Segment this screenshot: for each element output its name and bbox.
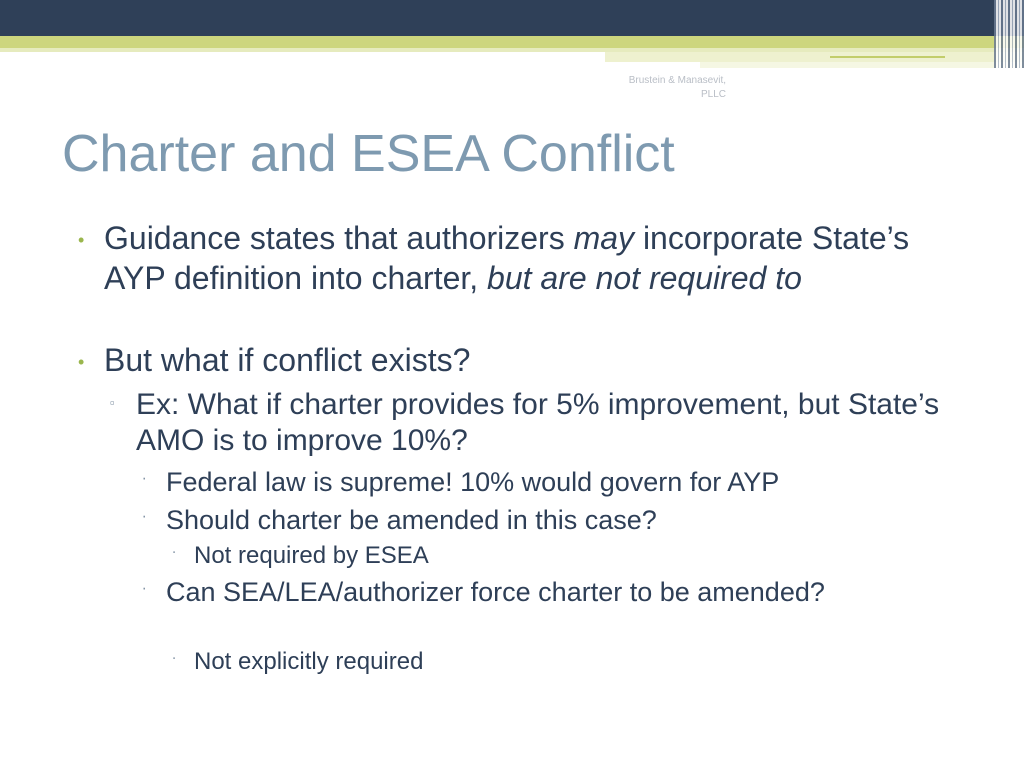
accent-band-right-light xyxy=(700,62,1024,68)
bullet-text: Can SEA/LEA/authorizer force charter to be amended? xyxy=(166,577,825,607)
bullet-text: But what if conflict exists? xyxy=(104,342,471,378)
small-bullet-icon: ‧ xyxy=(142,471,147,487)
small-bullet-icon: ‧ xyxy=(172,651,177,666)
decorative-stripes xyxy=(994,0,1024,68)
header-bar xyxy=(0,0,1024,36)
accent-band xyxy=(0,36,1024,48)
bullet-text: Federal law is supreme! 10% would govern for AYP xyxy=(166,467,780,497)
accent-band-right xyxy=(605,52,1024,62)
bullet-text-part: incorporate State’s AYP definition into charter, xyxy=(104,220,910,296)
firm-name-line1: Brustein & Manasevit, xyxy=(628,75,726,86)
bullet-text-part: Guidance states that authorizers xyxy=(104,220,574,256)
bullet-text-emphasis: but are not required to xyxy=(487,260,802,296)
bullet-text: Ex: What if charter provides for 5% improvement, but State’s AMO is to improve 10%? xyxy=(136,388,940,457)
firm-name xyxy=(600,74,726,102)
bullet-dot-icon: • xyxy=(78,230,85,250)
bullet-text-emphasis: may xyxy=(573,220,635,256)
bullet-text: Should charter be amended in this case? xyxy=(166,505,657,535)
accent-line xyxy=(830,56,945,58)
small-bullet-icon: ‧ xyxy=(172,545,177,560)
square-bullet-icon: ▫ xyxy=(110,395,115,410)
bullet-text xyxy=(104,218,964,298)
slide-title: Charter and ESEA Conflict xyxy=(62,125,675,183)
small-bullet-icon: ‧ xyxy=(142,581,147,597)
small-bullet-icon: ‧ xyxy=(142,509,147,525)
bullet-text: Not required by ESEA xyxy=(194,542,429,569)
bullet-dot-icon: • xyxy=(78,352,85,372)
firm-name-line2: PLLC xyxy=(700,89,726,100)
bullet-text: Not explicitly required xyxy=(194,648,424,675)
